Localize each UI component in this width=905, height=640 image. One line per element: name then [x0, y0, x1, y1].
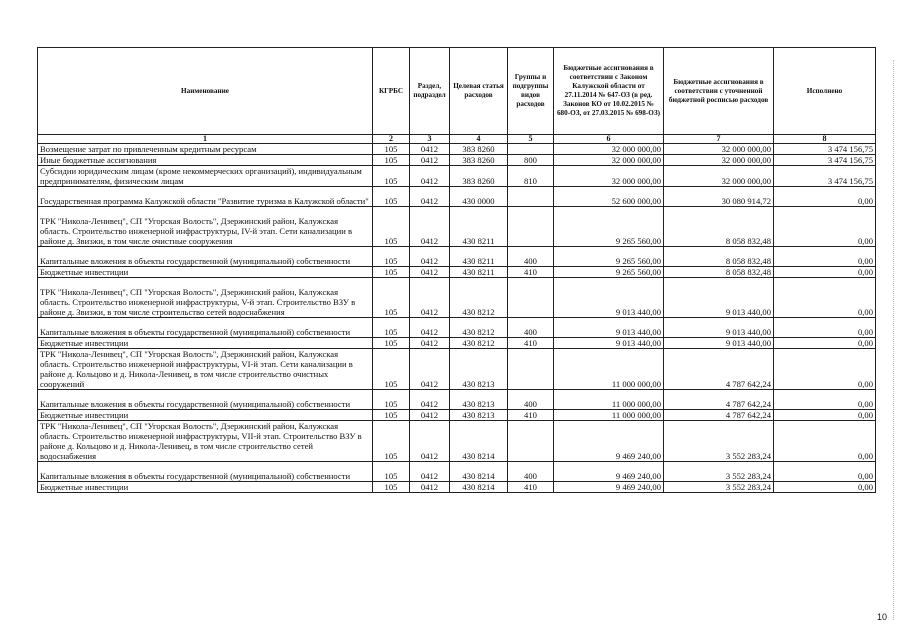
row-kgrbs: 105 [373, 278, 410, 318]
row-law-amount: 9 469 240,00 [554, 482, 664, 493]
row-group: 400 [508, 247, 554, 267]
row-name: Бюджетные инвестиции [38, 410, 373, 421]
row-target: 430 8213 [450, 390, 508, 410]
row-name: Бюджетные инвестиции [38, 267, 373, 278]
row-law-amount: 9 265 560,00 [554, 267, 664, 278]
budget-table [37, 47, 876, 493]
row-group [508, 278, 554, 318]
row-executed-amount: 0,00 [774, 267, 876, 278]
row-kgrbs: 105 [373, 462, 410, 482]
row-kgrbs: 105 [373, 155, 410, 166]
row-name: Бюджетные инвестиции [38, 482, 373, 493]
row-executed-amount: 0,00 [774, 410, 876, 421]
row-law-amount: 9 013 440,00 [554, 318, 664, 338]
col-header-planned: Бюджетные ассигнования в соответствии с уточненной бюджетной росписью расходов [664, 48, 774, 135]
row-name: Государственная программа Калужской области "Развитие туризма в Калужской области" [38, 187, 373, 207]
col-number: 5 [508, 135, 554, 144]
table-row [38, 247, 876, 267]
row-kgrbs: 105 [373, 338, 410, 349]
row-executed-amount: 0,00 [774, 278, 876, 318]
row-planned-amount: 8 058 832,48 [664, 247, 774, 267]
page-edge-line [893, 60, 895, 620]
row-kgrbs: 105 [373, 247, 410, 267]
col-number: 7 [664, 135, 774, 144]
row-group: 410 [508, 338, 554, 349]
row-name: ТРК "Никола-Ленивец", СП "Угорская Волость", Дзержинский район, Калужская область. Строительство инженерной инфраструктуры, VI-й этап. Сети канализации в районе д. Кольцово и д. Никола-Ленивец, в том числе строительство очистных сооружений [38, 349, 373, 390]
row-section: 0412 [410, 318, 450, 338]
row-executed-amount: 0,00 [774, 338, 876, 349]
row-section: 0412 [410, 144, 450, 155]
row-planned-amount: 9 013 440,00 [664, 278, 774, 318]
row-section: 0412 [410, 390, 450, 410]
table-row [38, 349, 876, 390]
row-kgrbs: 105 [373, 482, 410, 493]
row-section: 0412 [410, 349, 450, 390]
row-section: 0412 [410, 278, 450, 318]
row-section: 0412 [410, 462, 450, 482]
row-group [508, 421, 554, 462]
table-row [38, 482, 876, 493]
row-planned-amount: 32 000 000,00 [664, 144, 774, 155]
col-header-groups: Группы и подгруппы видов расходов [508, 48, 554, 135]
col-header-executed: Исполнено [774, 48, 876, 135]
row-planned-amount: 8 058 832,48 [664, 267, 774, 278]
row-planned-amount: 32 000 000,00 [664, 166, 774, 187]
row-target: 383 8260 [450, 144, 508, 155]
row-law-amount: 32 000 000,00 [554, 166, 664, 187]
row-planned-amount: 9 013 440,00 [664, 318, 774, 338]
row-executed-amount: 0,00 [774, 318, 876, 338]
row-name: Капитальные вложения в объекты государственной (муниципальной) собственности [38, 462, 373, 482]
column-number-row [38, 135, 876, 144]
row-target: 430 8214 [450, 421, 508, 462]
table-row [38, 410, 876, 421]
row-section: 0412 [410, 421, 450, 462]
row-law-amount: 11 000 000,00 [554, 410, 664, 421]
row-executed-amount: 0,00 [774, 482, 876, 493]
row-law-amount: 11 000 000,00 [554, 390, 664, 410]
col-header-section: Раздел, подраздел [410, 48, 450, 135]
row-planned-amount: 8 058 832,48 [664, 207, 774, 247]
row-group [508, 349, 554, 390]
row-planned-amount: 30 080 914,72 [664, 187, 774, 207]
row-group: 810 [508, 166, 554, 187]
col-header-name: Наименование [38, 48, 373, 135]
row-section: 0412 [410, 267, 450, 278]
col-number: 3 [410, 135, 450, 144]
row-target: 430 8211 [450, 247, 508, 267]
row-kgrbs: 105 [373, 207, 410, 247]
row-name: ТРК "Никола-Ленивец", СП "Угорская Волость", Дзержинский район, Калужская область. Строительство инженерной инфраструктуры, IV-й этап. Сети канализации в районе д. Звизжи, в том числе очистные сооружения [38, 207, 373, 247]
row-name: Капитальные вложения в объекты государственной (муниципальной) собственности [38, 318, 373, 338]
row-executed-amount: 0,00 [774, 421, 876, 462]
row-planned-amount: 32 000 000,00 [664, 155, 774, 166]
row-target: 383 8260 [450, 155, 508, 166]
row-planned-amount: 9 013 440,00 [664, 338, 774, 349]
row-law-amount: 9 265 560,00 [554, 207, 664, 247]
row-target: 430 8212 [450, 318, 508, 338]
row-section: 0412 [410, 207, 450, 247]
row-target: 430 8213 [450, 349, 508, 390]
table-row [38, 267, 876, 278]
row-executed-amount: 0,00 [774, 390, 876, 410]
header-row [38, 48, 876, 135]
col-number: 2 [373, 135, 410, 144]
row-name: Субсидии юридическим лицам (кроме некоммерческих организаций), индивидуальным предпринимателям, физическим лицам [38, 166, 373, 187]
table-row [38, 278, 876, 318]
row-section: 0412 [410, 482, 450, 493]
table-row [38, 390, 876, 410]
row-kgrbs: 105 [373, 187, 410, 207]
row-group: 410 [508, 410, 554, 421]
row-group: 800 [508, 155, 554, 166]
page-number: 10 [876, 612, 887, 622]
row-group: 410 [508, 482, 554, 493]
table-row [38, 207, 876, 247]
row-group: 400 [508, 390, 554, 410]
row-name: Капитальные вложения в объекты государственной (муниципальной) собственности [38, 247, 373, 267]
row-section: 0412 [410, 410, 450, 421]
row-kgrbs: 105 [373, 390, 410, 410]
row-kgrbs: 105 [373, 166, 410, 187]
row-executed-amount: 3 474 156,75 [774, 144, 876, 155]
col-number: 8 [774, 135, 876, 144]
table-row [38, 155, 876, 166]
row-executed-amount: 3 474 156,75 [774, 155, 876, 166]
row-kgrbs: 105 [373, 144, 410, 155]
col-number: 1 [38, 135, 373, 144]
row-kgrbs: 105 [373, 318, 410, 338]
row-target: 383 8260 [450, 166, 508, 187]
row-kgrbs: 105 [373, 421, 410, 462]
row-section: 0412 [410, 338, 450, 349]
col-number: 4 [450, 135, 508, 144]
col-header-kgrbs: КГРБС [373, 48, 410, 135]
table-row [38, 338, 876, 349]
col-header-law: Бюджетные ассигнования в соответствии с Законом Калужской области от 27.11.2014 № 647-ОЗ (в ред. Законов КО от 10.02.2015 № 680-ОЗ, от 27.03.2015 № 698-ОЗ) [554, 48, 664, 135]
row-law-amount: 9 469 240,00 [554, 421, 664, 462]
table-row [38, 318, 876, 338]
row-executed-amount: 0,00 [774, 247, 876, 267]
row-law-amount: 52 600 000,00 [554, 187, 664, 207]
row-target: 430 8213 [450, 410, 508, 421]
row-name: Возмещение затрат по привлеченным кредитным ресурсам [38, 144, 373, 155]
row-law-amount: 32 000 000,00 [554, 144, 664, 155]
row-target: 430 8212 [450, 278, 508, 318]
row-law-amount: 9 013 440,00 [554, 338, 664, 349]
table-body [38, 144, 876, 493]
row-group: 400 [508, 462, 554, 482]
row-group: 400 [508, 318, 554, 338]
row-group [508, 144, 554, 155]
col-header-target: Целевая статья расходов [450, 48, 508, 135]
table-row [38, 187, 876, 207]
row-target: 430 8214 [450, 462, 508, 482]
row-law-amount: 9 265 560,00 [554, 247, 664, 267]
row-planned-amount: 4 787 642,24 [664, 349, 774, 390]
row-planned-amount: 4 787 642,24 [664, 410, 774, 421]
row-name: Иные бюджетные ассигнования [38, 155, 373, 166]
row-section: 0412 [410, 187, 450, 207]
row-kgrbs: 105 [373, 349, 410, 390]
row-kgrbs: 105 [373, 410, 410, 421]
row-section: 0412 [410, 155, 450, 166]
row-target: 430 0000 [450, 187, 508, 207]
row-section: 0412 [410, 166, 450, 187]
row-planned-amount: 3 552 283,24 [664, 462, 774, 482]
row-law-amount: 9 013 440,00 [554, 278, 664, 318]
row-target: 430 8211 [450, 267, 508, 278]
row-planned-amount: 4 787 642,24 [664, 390, 774, 410]
row-law-amount: 32 000 000,00 [554, 155, 664, 166]
col-number: 6 [554, 135, 664, 144]
row-executed-amount: 3 474 156,75 [774, 166, 876, 187]
row-group: 410 [508, 267, 554, 278]
row-planned-amount: 3 552 283,24 [664, 482, 774, 493]
row-section: 0412 [410, 247, 450, 267]
row-law-amount: 11 000 000,00 [554, 349, 664, 390]
row-target: 430 8211 [450, 207, 508, 247]
row-executed-amount: 0,00 [774, 207, 876, 247]
row-name: Капитальные вложения в объекты государственной (муниципальной) собственности [38, 390, 373, 410]
row-group [508, 187, 554, 207]
row-name: ТРК "Никола-Ленивец", СП "Угорская Волость", Дзержинский район, Калужская область. Строительство инженерной инфраструктуры, VII-й этап. Строительство ВЗУ в районе д. Кольцово и д. Никола-Ленивец, в том числе строительство сетей водоснабжения [38, 421, 373, 462]
row-target: 430 8212 [450, 338, 508, 349]
row-name: Бюджетные инвестиции [38, 338, 373, 349]
row-kgrbs: 105 [373, 267, 410, 278]
row-law-amount: 9 469 240,00 [554, 462, 664, 482]
table-row [38, 166, 876, 187]
row-executed-amount: 0,00 [774, 187, 876, 207]
row-executed-amount: 0,00 [774, 462, 876, 482]
table-row [38, 144, 876, 155]
table-row [38, 462, 876, 482]
row-executed-amount: 0,00 [774, 349, 876, 390]
table-row [38, 421, 876, 462]
row-target: 430 8214 [450, 482, 508, 493]
row-name: ТРК "Никола-Ленивец", СП "Угорская Волость", Дзержинский район, Калужская область. Строительство инженерной инфраструктуры, V-й этап. Строительство ВЗУ в районе д. Звизжи, в том числе строительство сетей водоснабжения [38, 278, 373, 318]
row-planned-amount: 3 552 283,24 [664, 421, 774, 462]
row-group [508, 207, 554, 247]
